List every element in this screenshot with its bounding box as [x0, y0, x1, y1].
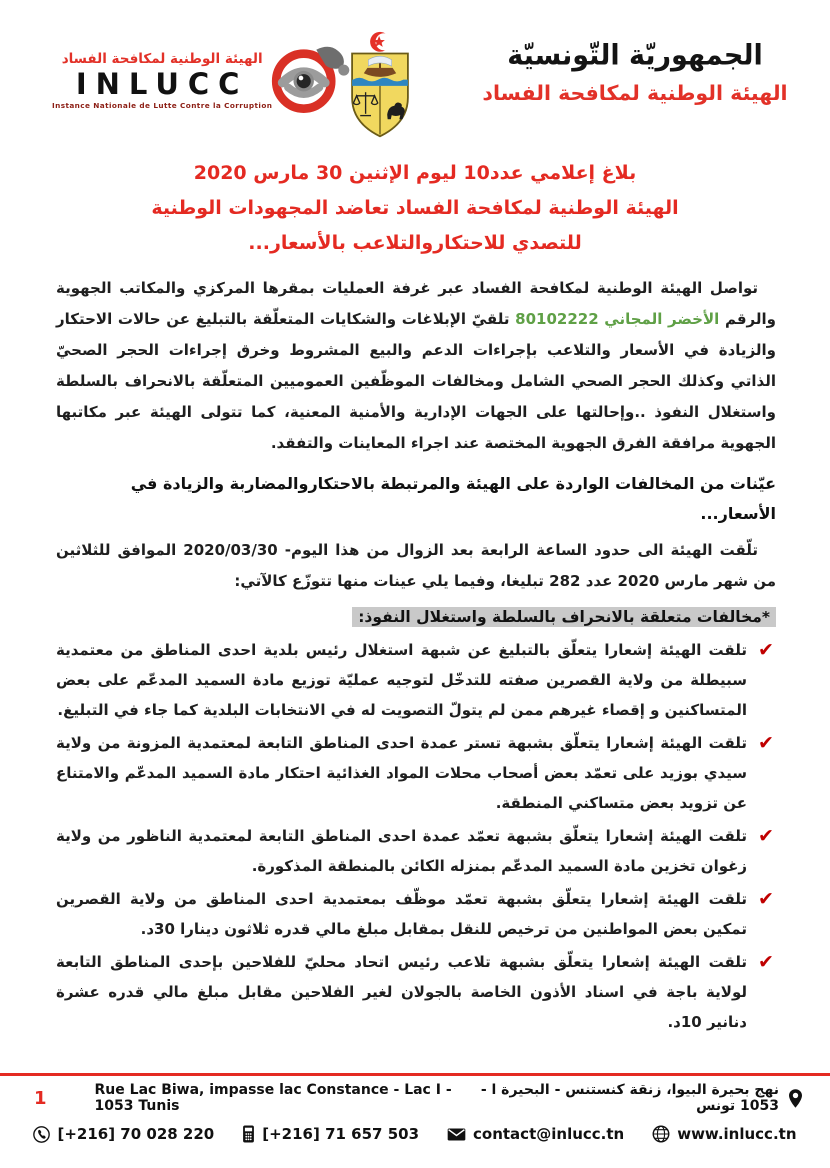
authority-name: الهيئة الوطنية لمكافحة الفساد: [482, 81, 788, 105]
title-line-1: بلاغ إعلامي عدد10 ليوم الإثنين 30 مارس 2020: [193, 162, 637, 184]
samples-heading: عيّنات من المخالفات الواردة على الهيئة والمرتبطة بالاحتكاروالمضاربة والزيادة في الأسعار...: [130, 474, 776, 523]
title-line-3: للتصدي للاحتكاروالتلاعب بالأسعار...: [248, 232, 582, 254]
inlucc-logo-text: [52, 51, 272, 110]
page-number: 1: [34, 1087, 47, 1109]
list-item: [56, 947, 776, 1037]
list-item: [56, 635, 776, 725]
violations-list: [56, 635, 776, 1037]
government-header: [476, 40, 794, 105]
footer-address-row: [0, 1082, 830, 1114]
footer-divider: [0, 1073, 830, 1076]
intro-text-after: تلقيّ الإبلاغات والشكايات المتعلّقة بالتبليغ عن حالات الاحتكار والزيادة في الأسعار والتلاعب بإجراءات الدعم والبيع المشروط وخرق إجراءات الحجر الصحيّ الذاتي وكذلك الحجر الصحي الشامل ومخالفات الموظّفين العموميين المتعلّقة بالانحراف بالسلطة واستغلال النفوذ ..وإحالتها على الجهات الإدارية والأمنية المعنية، كما تتولى الهيئة عبر مكاتبها الجهوية مرافقة الفرق الجهوية المختصة عند اجراء المعاينات والتفقد.: [56, 310, 776, 452]
globe-icon: [652, 1125, 670, 1143]
check-icon: ✔: [758, 639, 774, 661]
inlucc-arabic-name: الهيئة الوطنية لمكافحة الفساد: [61, 50, 263, 67]
email-address: contact@inlucc.tn: [473, 1125, 625, 1143]
intro-text-before: تواصل الهيئة الوطنية لمكافحة الفساد عبر غرفة العمليات بمقرها المركزي والمكاتب الجهوية والرقم: [56, 279, 776, 328]
list-item-text: تلقت الهيئة إشعارا يتعلّق بشبهة تلاعب رئيس اتحاد محليّ للفلاحين بإحدى المناطق التابعة لولاية باجة في اسناد الأذون الخاصة بالجولان لغير الفلاحين مقابل مبلغ مالي قدره عشرة دنانير 10د.: [56, 953, 747, 1031]
stats-text-after: ، وفيما يلي عينات منها تتوزّع كالآتي:: [234, 572, 506, 590]
intro-paragraph: [56, 273, 776, 459]
website-url: www.inlucc.tn: [677, 1125, 797, 1143]
stats-text-before: تلّقت الهيئة الى حدود الساعة الرابعة بعد الزوال من هذا اليوم- 2020/03/30 الموافق للثلاثين من شهر مارس 2020 عدد: [56, 541, 776, 590]
inlucc-acronym: INLUCC: [75, 66, 249, 101]
list-item-text: تلقت الهيئة إشعارا يتعلّق بشبهة تستر عمدة احدى المناطق التابعة لمعتمدية المزونة من ولاية سيدي بوزيد على تعمّد بعض أصحاب محلات المواد الغذائية احتكار مادة السميد المدعّم والامتناع عن تزويد بعض متساكني المنطقة.: [56, 734, 747, 812]
check-icon: ✔: [758, 951, 774, 973]
mail-icon: [447, 1128, 466, 1141]
inlucc-french-name: Instance Nationale de Lutte Contre la Corruption: [52, 100, 273, 110]
tunisia-coat-of-arms-icon: [284, 30, 476, 140]
fax-contact: [242, 1125, 419, 1143]
address-en: Rue Lac Biwa, impasse lac Constance - Lac I - 1053 Tunis: [94, 1082, 452, 1114]
press-release-title: [0, 156, 830, 261]
category-heading: *مخالفات متعلقة بالانحراف بالسلطة واستغلال النفوذ:: [352, 607, 776, 627]
green-hotline-number: الأخضر المجاني 80102222: [515, 310, 720, 328]
list-item: [56, 884, 776, 944]
email-contact: [447, 1125, 624, 1143]
check-icon: ✔: [758, 732, 774, 754]
title-line-2: الهيئة الوطنية لمكافحة الفساد تعاضد المجهودات الوطنية: [151, 197, 679, 219]
list-item: [56, 821, 776, 881]
website-contact: [652, 1125, 796, 1143]
category-heading-line: [56, 607, 776, 627]
republic-calligraphy: الجمهوريّة التّونسيّة: [507, 39, 763, 72]
footer-contacts-row: [0, 1125, 830, 1143]
fax-icon: [242, 1125, 255, 1143]
list-item-text: تلقت الهيئة إشعارا يتعلّق بشبهة تعمّد موظّف بمعتمدية احدى المناطق من ولاية القصرين تمكين بعض المواطنين من ترخيص للنقل بمقابل مبلغ مالي قدره ثلاثون دينارا 30د.: [56, 890, 747, 938]
phone-contact: [33, 1125, 214, 1143]
check-icon: ✔: [758, 888, 774, 910]
check-icon: ✔: [758, 825, 774, 847]
inlucc-logo: [52, 44, 284, 116]
address-ar: نهج بحيرة البيوا، زنقة كنستنس - البحيرة ا - 1053 تونس: [480, 1082, 779, 1114]
stats-paragraph: [56, 535, 776, 597]
phone-icon: [33, 1126, 50, 1143]
list-item-text: تلقت الهيئة إشعارا يتعلّق بالتبليغ عن شبهة استغلال رئيس بلدية احدى المناطق من معتمدية سبيطلة من ولاية القصرين صفته للتدخّل لتوجيه عمليّة توزيع مادة السميد المدعّم على بعض المتساكنين و إقصاء غيرهم ممن لم يتولّ التصويت له في الانتخابات البلدية كما جاء في التبليغ.: [56, 641, 747, 719]
location-pin-icon: [789, 1089, 802, 1108]
document-body: [0, 273, 830, 1037]
list-item-text: تلقت الهيئة إشعارا يتعلّق بشبهة تعمّد عمدة احدى المناطق التابعة لمعتمدية الناظور من ولاية زغوان تخزين مادة السميد المدعّم بمنزله الكائن بالمنطقة المذكورة.: [56, 827, 747, 875]
list-item: [56, 728, 776, 818]
phone-number: [+216] 70 028 220: [57, 1125, 215, 1143]
report-count: 282 تبليغا: [505, 572, 581, 590]
document-footer: [0, 1082, 830, 1143]
fax-number: [+216] 71 657 503: [262, 1125, 420, 1143]
document-header: [0, 0, 830, 140]
